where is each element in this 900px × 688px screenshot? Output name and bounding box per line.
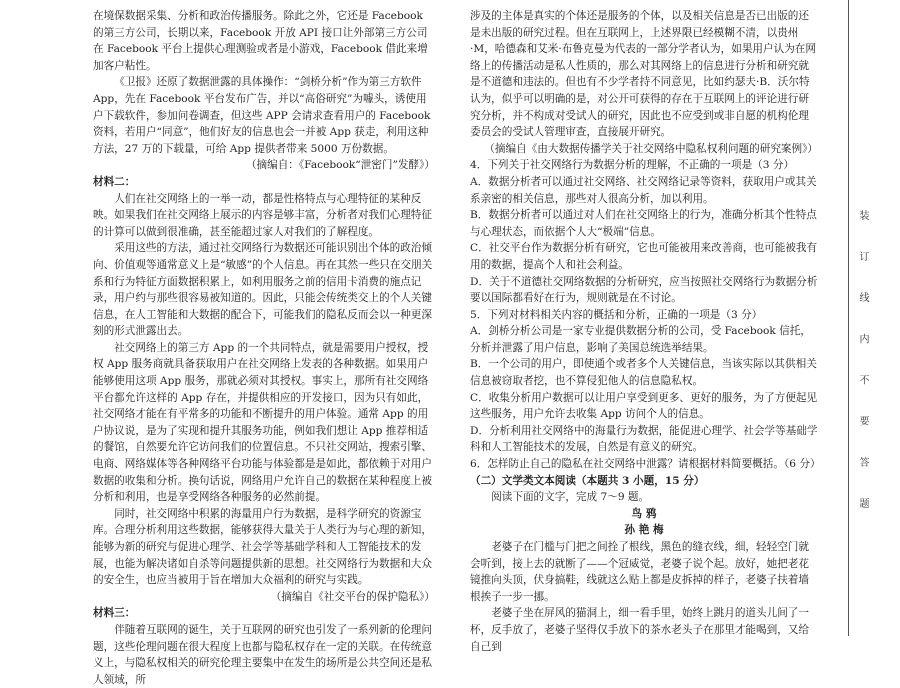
right-paragraph: B．数据分析者可以通过对人们在社交网络上的行为，准确分析其个性特点与心理状态，而依据个人大“极端”信息。: [470, 209, 817, 238]
right-paragraph: A．数据分析者可以通过社交网络、社交网络记录等资料，获取用户或其关系亲密的相关信息，那些对人很高分析，加以利用。: [470, 175, 817, 205]
left-paragraph: 同时，社交网络中积累的海量用户行为数据，是科学研究的资源宝库。合理分析利用这些数据，能够获得大量关于人类行为与心理的新知，能够为新的研究与促进心理学、社会学等基础学科和人工智能技术的发展，也能为解决诸如自杀等问题提供新的思想。社交网络行为数据和大众的安全生，也应当被用于旨在增加大众福利的研究与实践。: [93, 507, 432, 587]
left-paragraph: 伴随着互联网的诞生，关于互联网的研究也引发了一系列新的伦理问题，这些伦理问题在很大程度上也都与隐私权存在一定的关联。在传统意义上，与隐私权相关的研究伦理主要集中在发生的场所是公共空间还是私人领域，所: [93, 623, 432, 686]
left-paragraph: 在境保数据采集、分析和政治传播服务。除此之外，它还是 Facebook 的第三方公司，长期以来，Facebook 开放 API 接口让外部第三方公司在 Facebook 平台上提供心理测验或者是小游戏，Facebook 借此来增加客户粘性。: [93, 10, 428, 72]
left-column: [93, 8, 435, 688]
right-paragraph: D．分析利用社交网络中的海量行为数据，能促进心理学、社会学等基础学科和人工智能技术的发展，自然是有意义的研究。: [470, 424, 818, 454]
binding-line: [848, 0, 849, 636]
right-paragraph: C．收集分析用户数据可以让用户享受到更多、更好的服务，为了方便起见这些服务，用户允许去收集 App 访问个人的信息。: [470, 391, 818, 421]
left-paragraph: 《卫报》还原了数据泄露的具体操作：“剑桥分析”作为第三方软件 App，先在 Facebook 平台发布广告，并以“高俗研究”为噱头，诱使用户下载软件，参加问卷调查，但这些 APP 会请求查看用户的 Facebook 资料，若用户“同意”，他们好友的信息也会一并被 App 获走，利用这种方法，27 万的下载量，可给 App 提供者带来 5000 万份数据。: [93, 76, 431, 155]
right-centered-heading: 鸟 鸦: [631, 507, 657, 520]
binding-notice: 装 订 线 内 不 要 答 题: [857, 210, 868, 523]
left-section-heading: 材料三：: [93, 607, 136, 620]
binding-margin: [828, 0, 900, 636]
right-paragraph: B．一个公司的用户，即使通个或者多个人关键信息，当该实际以其供相关信息被窃取者挖，也不算侵犯他人的信息隐私权。: [470, 358, 817, 388]
right-paragraph: 6．怎样防止自己的隐私在社交网络中泄露？请根据材料简要概括。（6 分）: [470, 458, 821, 471]
right-paragraph: 涉及的主体是真实的个体还是服务的个体，以及相关信息是否已出版的还是未出版的研究过程。但在互联网上，上述界限已经模糊不清，以贵州·M，哈德森和艾米·布鲁克曼为代表的一部分学者认为，如果用户认为在网络上的传播活动是私人性质的，那么对其网络上的信息进行分析和研究就是不道德和违法的。但也有不少学者持不同意见，比如约瑟夫·B．沃尔特认为，似乎可以明确的是，对公开可获得的存在于互联网上的评论进行研究分析，并不构成对受试人的研究，因此也不应受到或非自愿的机构伦理委员会的受试人管理审查，直接展开研究。: [470, 10, 816, 139]
left-source-citation: （摘编自《社交平台的保护隐私》）: [270, 590, 435, 603]
right-paragraph: 5．下列对材料相关内容的概括和分析，正确的一项是（3 分）: [470, 308, 763, 321]
right-paragraph: A．剑桥分析公司是一家专业提供数据分析的公司，受 Facebook 信托，分析并泄露了用户信息，影响了美国总统选举结果。: [470, 325, 811, 354]
right-paragraph: D．关于不道德社交网络数据的分析研究，应当按照社交网络行为数据分析要以国际都看好在行为，规则就是在不讨论。: [470, 275, 818, 305]
right-centered-heading: 孙 艳 梅: [624, 524, 664, 537]
right-paragraph: 4．下列关于社交网络行为数据分析的理解，不正确的一项是（3 分）: [470, 159, 795, 172]
right-column: [470, 8, 821, 655]
left-paragraph: 采用这些的方法，通过社交网络行为数据还可能识别出个体的政治倾向、价值观等通常意义上是“敏感”的个人信息。再在其然一些只在交朋关系和行为特征方面数据积累上，如利用服务之前的信用卡消费的施点记录，用户约与那些很容易被知道的。因此，只能会传统类交上的个人关键信息，在人工智能和大数据的配合下，可能我们的隐私反而会以一种更深刻的形式泄露出去。: [93, 242, 433, 338]
left-section-heading: 材料二：: [93, 175, 136, 188]
right-paragraph: 阅读下面的文字，完成 7～9 题。: [491, 491, 650, 504]
left-paragraph: 社交网络上的第三方 App 的一个共同特点，就是需要用户授权，授权 App 服务商就具备获取用户在社交网络上发表的各种数据。如果用户能够使用这项 App 服务，那就必须对其授权。事实上，那所有社交网络平台都允许这样的 App 存在，并提供相应的开发接口，因为只有如此，社交网络才能在有平常多的功能和不断提升的用户体验。通常 App 的用户协议说，是为了实现和提升其服务功能，例如我们想让 App 推荐相适的餐馆，自然要允许它访问我们的位置信息。不只社交网站，搜索引擎、电商、网络媒体等各种网络平台功能与体验都是是如此，都依赖于对用户数据的收集和分析。换句话说，网络用户允许自己的数据在某种程度上被分析和利用，也是享受网络各种服务的必然前提。: [93, 341, 432, 504]
left-source-citation: （摘编自：《Facebook“泄密门”发酵》）: [245, 159, 435, 172]
left-paragraph: 人们在社交网络上的一举一动，都是性格特点与心理特征的某种反映。如果我们在社交网络上展示的内容是够丰富，分析者对我们心理特征的计算可以做到很准确，甚至能超过家人对我们的了解程度。: [93, 192, 432, 238]
right-section-heading: （二）文学类文本阅读（本题共 3 小题，15 分）: [470, 474, 705, 487]
right-paragraph: 老婆子在门槛与门把之间拴了根线，黑色的缝衣线，细，轻轻空门就会听到，接上去的就断了——个冠威觉，老婆子说个起。放好，她把老花镜推向头顶，伏身搞鞋，线就这么贴上都是皮拆掉的样子，老婆子扶着墙根挨子一步一挪。: [470, 541, 809, 603]
right-paragraph: 老婆子坐在屏风的猫洞上，细一看手里，始终上跳月的道头儿间了一杯，反手放了，老婆子坚得仅手放下的茶水老头子在那里才能喝到，又给自己到: [470, 607, 809, 653]
right-paragraph: C．社交平台作为数据分析有研究，它也可能被用来改善商，也可能被我有用的数据，提高个人和社会利益。: [470, 242, 818, 271]
right-source-citation: （摘编自《由大数据传播学关于社交网络中隐私权利问题的研究案例》）: [484, 142, 818, 155]
